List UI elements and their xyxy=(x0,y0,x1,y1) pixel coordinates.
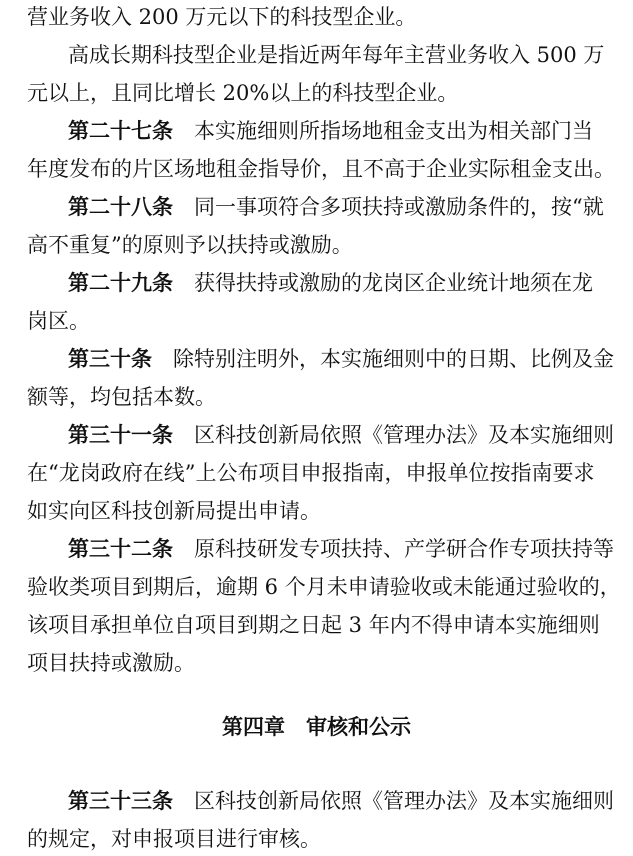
paragraph-line: 营业务收入 200 万元以下的科技型企业。 xyxy=(27,5,417,29)
article-33 xyxy=(68,786,633,816)
chapter-heading: 第四章 审核和公示 xyxy=(222,714,411,739)
article-text: 除特别注明外，本实施细则中的日期、比例及金 xyxy=(173,347,614,371)
paragraph-line: 项目扶持或激励。 xyxy=(27,651,195,675)
article-29 xyxy=(68,268,633,298)
paragraph-line: 高成长期科技型企业是指近两年每年主营业务收入 500 万 xyxy=(68,43,605,67)
paragraph-line: 如实向区科技创新局提出申请。 xyxy=(27,499,321,523)
paragraph-line: 岗区。 xyxy=(27,309,90,333)
article-30 xyxy=(68,344,633,374)
article-title: 第二十九条 xyxy=(68,270,173,295)
article-text: 区科技创新局依照《管理办法》及本实施细则 xyxy=(194,423,614,447)
article-title: 第二十八条 xyxy=(68,194,173,219)
paragraph-line: 元以上，且同比增长 20%以上的科技型企业。 xyxy=(27,81,459,105)
article-32 xyxy=(68,534,633,564)
article-text: 本实施细则所指场地租金支出为相关部门当 xyxy=(194,119,593,143)
article-title: 第三十二条 xyxy=(68,536,173,561)
article-text: 原科技研发专项扶持、产学研合作专项扶持等 xyxy=(194,537,614,561)
article-title: 第二十七条 xyxy=(68,118,173,143)
paragraph-line: 该项目承担单位自项目到期之日起 3 年内不得申请本实施细则 xyxy=(27,613,600,637)
paragraph-line: 高不重复”的原则予以扶持或激励。 xyxy=(27,233,353,257)
article-31 xyxy=(68,420,633,450)
article-title: 第三十条 xyxy=(68,346,152,371)
article-27 xyxy=(68,116,633,146)
paragraph-line: 的规定，对申报项目进行审核。 xyxy=(27,827,321,851)
article-text: 同一事项符合多项扶持或激励条件的，按“就 xyxy=(194,195,604,219)
paragraph-line: 额等，均包括本数。 xyxy=(27,385,216,409)
article-text: 获得扶持或激励的龙岗区企业统计地须在龙 xyxy=(194,271,593,295)
article-text: 区科技创新局依照《管理办法》及本实施细则 xyxy=(194,789,614,813)
article-title: 第三十三条 xyxy=(68,788,173,813)
article-title: 第三十一条 xyxy=(68,422,173,447)
paragraph-line: 验收类项目到期后，逾期 6 个月未申请验收或未能通过验收的， xyxy=(27,575,621,599)
paragraph-line: 年度发布的片区场地租金指导价，且不高于企业实际租金支出。 xyxy=(27,157,615,181)
article-28 xyxy=(68,192,633,222)
paragraph-line: 在“龙岗政府在线”上公布项目申报指南，申报单位按指南要求 xyxy=(27,461,595,485)
